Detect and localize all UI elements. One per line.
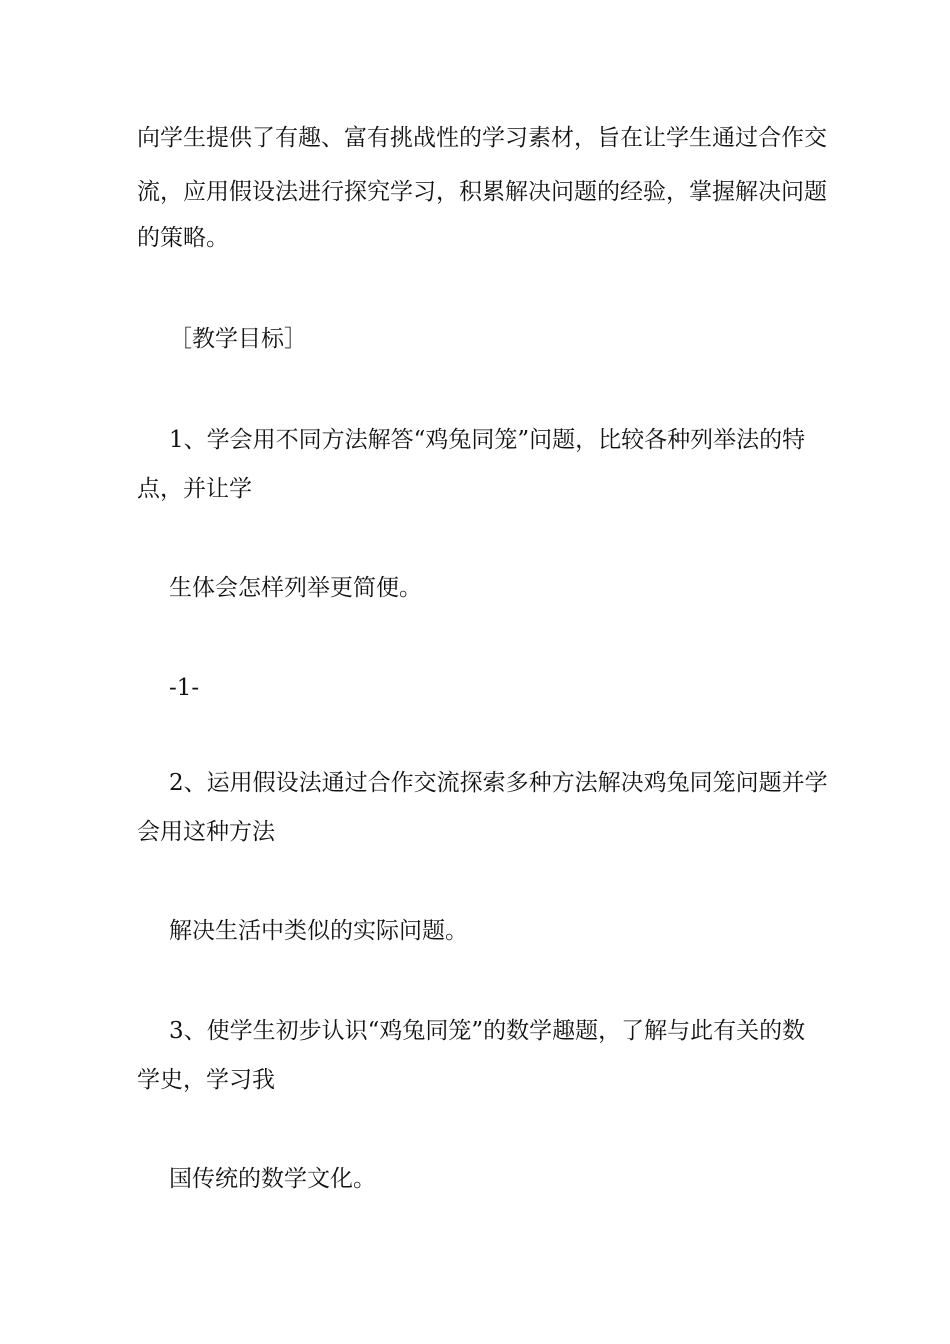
goal-1-line-2: 点，并让学 [137, 476, 252, 502]
goal-2-line-2: 会用这种方法 [137, 819, 275, 845]
page-number: -1- [169, 675, 200, 701]
goal-1-line-3: 生体会怎样列举更简便。 [169, 575, 422, 601]
goal-3-line-1: 3、使学生初步认识“鸡兔同笼”的数学趣题，了解与此有关的数 [169, 1018, 806, 1044]
goal-2-line-1: 2、运用假设法通过合作交流探索多种方法解决鸡兔同笼问题并学 [169, 770, 828, 796]
goal-3-line-2: 学史，学习我 [137, 1067, 275, 1093]
goal-2-line-3: 解决生活中类似的实际问题。 [169, 918, 468, 944]
goal-1-line-1: 1、学会用不同方法解答“鸡兔同笼”问题，比较各种列举法的特 [169, 427, 806, 453]
section-heading: ［教学目标］ [169, 326, 307, 352]
intro-line-2: 流，应用假设法进行探究学习，积累解决问题的经验，掌握解决问题 [137, 179, 827, 205]
goal-3-line-3: 国传统的数学文化。 [169, 1166, 376, 1192]
intro-line-3: 的策略。 [137, 225, 229, 251]
intro-line-1: 向学生提供了有趣、富有挑战性的学习素材，旨在让学生通过合作交 [137, 125, 827, 151]
